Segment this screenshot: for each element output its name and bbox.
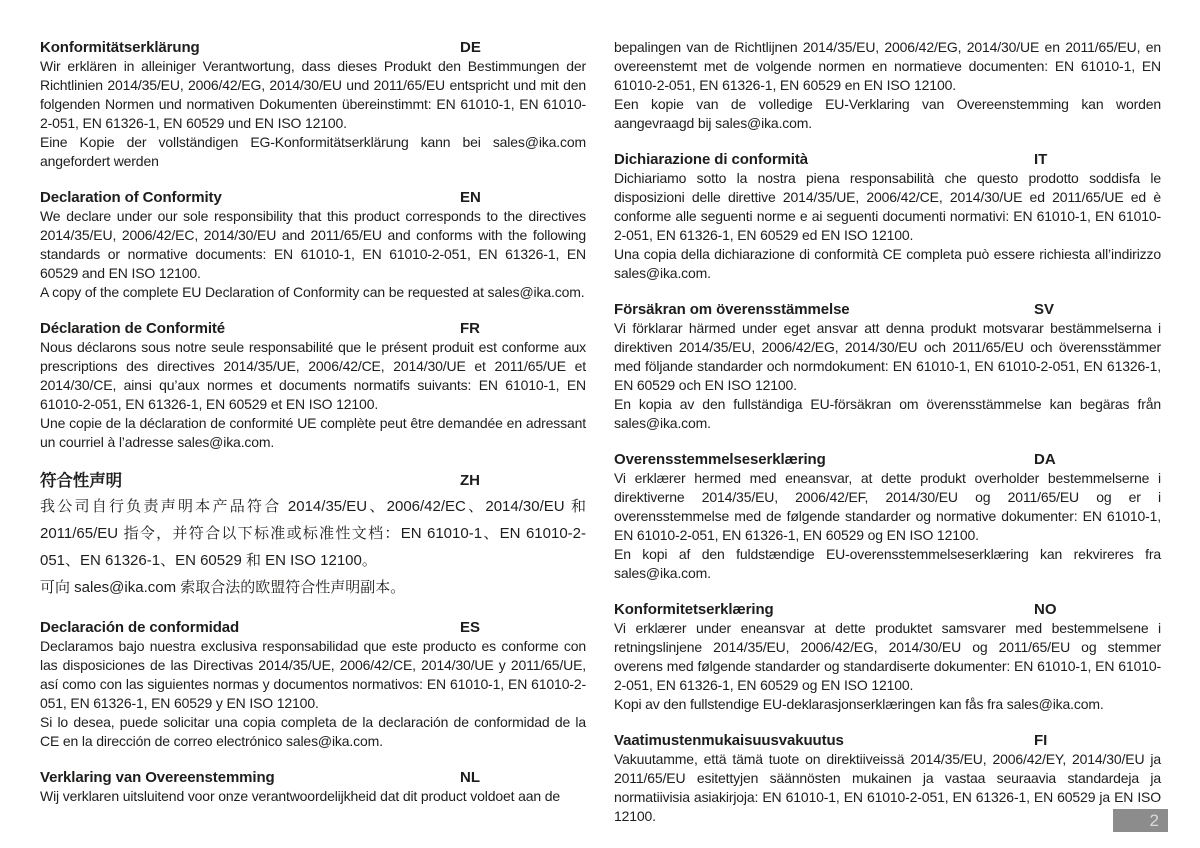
section-fi-paragraph: Vakuutamme, että tämä tuote on direktiiveissä 2014/35/EU, 2006/42/EY, 2014/30/EU ja 2011/65/EU esitettyjen säännösten mukainen ja vastaa seuraavia standardeja ja normatiivisia asiakirjoja: EN 61010-1, EN 61010-2-051, EN 61326-1, EN 60529 ja EN ISO 12100. xyxy=(614,751,1161,824)
section-en-paragraph: We declare under our sole responsibility that this product corresponds to the directives 2014/35/EU, 2006/42/EC, 2014/30/EU and 2011/65/EU and conforms with the following standards or normative documents: EN 61010-1, EN 61010-2-051, EN 61326-1, EN 60529 and EN ISO 12100. xyxy=(40,208,586,281)
left-column xyxy=(40,38,586,848)
section-en-heading xyxy=(40,188,586,207)
section-nl-paragraph: bepalingen van de Richtlijnen 2014/35/EU, 2006/42/EG, 2014/30/UE en 2011/65/EU, en overeenstemt met de volgende normen en normatieve documenten: EN 61010-1, EN 61010-2-051, EN 61326-1, EN 60529 en EN ISO 12100. xyxy=(614,39,1161,93)
section-zh xyxy=(40,469,586,601)
section-it-language-code: IT xyxy=(1034,151,1048,168)
section-da-title: Overensstemmelseserklæring xyxy=(614,451,826,468)
section-es xyxy=(40,618,586,751)
section-nl-paragraph: Een kopie van de volledige EU-Verklaring van Overeenstemming kan worden aangevraagd bij sales@ika.com. xyxy=(614,96,1161,131)
section-zh-paragraph: 可向 sales@ika.com 索取合法的欧盟符合性声明副本。 xyxy=(40,579,406,596)
section-fi-title: Vaatimustenmukaisuusvakuutus xyxy=(614,732,844,749)
section-it xyxy=(614,150,1161,283)
section-de-heading xyxy=(40,38,586,57)
section-fr xyxy=(40,319,586,452)
section-nl-language-code: NL xyxy=(460,769,480,786)
section-it-paragraph: Dichiariamo sotto la nostra piena responsabilità che questo prodotto soddisfa le disposizioni delle direttive 2014/35/UE, 2006/42/CE, 2014/30/UE ed 2011/65/UE ed è conforme alle seguenti norme e ai seguenti documenti normativi: EN 61010-1, EN 61010-2-051, EN 61326-1, EN 60529 ed EN ISO 12100. xyxy=(614,170,1161,243)
section-sv-language-code: SV xyxy=(1034,301,1055,318)
section-en xyxy=(40,188,586,302)
section-zh-paragraph: 我公司自行负责声明本产品符合 2014/35/EU、2006/42/EC、2014/30/EU 和 2011/65/EU 指令，并符合以下标准或标准性文档：EN 61010-1、EN 61010-2-051、EN 61326-1、EN 60529 和 EN ISO 12100。 xyxy=(40,498,586,569)
section-fr-language-code: FR xyxy=(460,320,480,337)
section-no xyxy=(614,600,1161,714)
section-no-title: Konformitetserklæring xyxy=(614,601,774,618)
section-zh-title: 符合性声明 xyxy=(40,472,123,490)
section-fi-language-code: FI xyxy=(1034,732,1048,749)
right-column xyxy=(614,38,1161,848)
section-fi xyxy=(614,731,1161,826)
section-fr-heading xyxy=(40,319,586,338)
section-fr-title: Déclaration de Conformité xyxy=(40,320,226,337)
section-da-heading xyxy=(614,450,1161,469)
section-fi-heading xyxy=(614,731,1161,750)
page-number-badge: 2 xyxy=(1113,809,1168,832)
section-nl-heading xyxy=(40,768,586,787)
section-es-paragraph: Si lo desea, puede solicitar una copia completa de la declaración de conformidad de la CE en la dirección de correo electrónico sales@ika.com. xyxy=(40,714,586,749)
section-es-paragraph: Declaramos bajo nuestra exclusiva responsabilidad que este producto es conforme con las disposiciones de las Directivas 2014/35/UE, 2006/42/CE, 2014/30/UE y 2011/65/UE, así como con las siguientes normas y documentos normativos: EN 61010-1, EN 61010-2-051, EN 61326-1, EN 60529 y EN ISO 12100. xyxy=(40,638,586,711)
section-sv-paragraph: Vi förklarar härmed under eget ansvar att denna produkt motsvarar bestämmelserna i direktiven 2014/35/EU, 2006/42/EG, 2014/30/EU och 2011/65/EU och överensstämmer med följande standarder och normdokument: EN 61010-1, EN 61010-2-051, EN 61326-1, EN 60529 och EN ISO 12100. xyxy=(614,320,1161,393)
section-en-title: Declaration of Conformity xyxy=(40,189,222,206)
section-de xyxy=(40,38,586,171)
section-sv xyxy=(614,300,1161,433)
section-da-paragraph: En kopi af den fuldstændige EU-overensstemmelseserklæring kan rekvireres fra sales@ika.com. xyxy=(614,546,1161,581)
section-nl-paragraph: Wij verklaren uitsluitend voor onze verantwoordelijkheid dat dit product voldoet aan de xyxy=(40,788,561,804)
section-de-language-code: DE xyxy=(460,39,481,56)
section-sv-heading xyxy=(614,300,1161,319)
section-zh-language-code: ZH xyxy=(460,472,480,489)
section-de-paragraph: Wir erklären in alleiniger Verantwortung, dass dieses Produkt den Bestimmungen der Richtlinien 2014/35/EU, 2006/42/EG, 2014/30/EU und 2011/65/EU entspricht und mit den folgenden Normen und normativen Dokumenten übereinstimmt: EN 61010-1, EN 61010-2-051, EN 61326-1, EN 60529 und EN ISO 12100. xyxy=(40,58,586,131)
section-da-language-code: DA xyxy=(1034,451,1056,468)
section-no-paragraph: Vi erklærer under eneansvar at dette produktet samsvarer med bestemmelsene i retningslinjene 2014/35/EU, 2006/42/EG, 2014/30/EU og 2011/65/EU og stemmer overens med følgende standarder og standardiserte dokumenter: EN 61010-1, EN 61010-2-051, EN 61326-1, EN 60529 og EN ISO 12100. xyxy=(614,620,1161,693)
section-fr-paragraph: Une copie de la déclaration de conformité UE complète peut être demandée en adressant un courriel à l’adresse sales@ika.com. xyxy=(40,415,586,450)
section-es-language-code: ES xyxy=(460,619,481,636)
section-no-heading xyxy=(614,600,1161,619)
section-da xyxy=(614,450,1161,583)
section-nl-title: Verklaring van Overeenstemming xyxy=(40,769,275,786)
section-no-language-code: NO xyxy=(1034,601,1057,618)
section-es-heading xyxy=(40,618,586,637)
section-zh-heading xyxy=(40,469,586,493)
section-de-title: Konformitätserklärung xyxy=(40,39,200,56)
section-it-heading xyxy=(614,150,1161,169)
section-nl xyxy=(40,768,586,806)
section-it-title: Dichiarazione di conformità xyxy=(614,151,808,168)
section-en-paragraph: A copy of the complete EU Declaration of Conformity can be requested at sales@ika.com. xyxy=(40,284,585,300)
section-it-paragraph: Una copia della dichiarazione di conformità CE completa può essere richiesta all’indirizzo sales@ika.com. xyxy=(614,246,1161,281)
section-de-paragraph: Eine Kopie der vollständigen EG-Konformitätserklärung kann bei sales@ika.com angefordert werden xyxy=(40,134,586,169)
section-nl-continued xyxy=(614,38,1161,133)
section-no-paragraph: Kopi av den fullstendige EU-deklarasjonserklæringen kan fås fra sales@ika.com. xyxy=(614,696,1104,712)
section-es-title: Declaración de conformidad xyxy=(40,619,240,636)
section-en-language-code: EN xyxy=(460,189,481,206)
section-sv-paragraph: En kopia av den fullständiga EU-försäkran om överensstämmelse kan begäras från sales@ika.com. xyxy=(614,396,1161,431)
section-sv-title: Försäkran om överensstämmelse xyxy=(614,301,850,318)
section-fr-paragraph: Nous déclarons sous notre seule responsabilité que le présent produit est conforme aux prescriptions des directives 2014/35/UE, 2006/42/CE, 2014/30/UE et 2011/65/UE et 2014/30/CE, ainsi qu’aux normes et documents normatifs suivants: EN 61010-1, EN 61010-2-051, EN 61326-1, EN 60529 et EN ISO 12100. xyxy=(40,339,586,412)
section-da-paragraph: Vi erklærer hermed med eneansvar, at dette produkt overholder bestemmelserne i direktiverne 2014/35/EU, 2006/42/EF, 2014/30/EU og 2011/65/EU og er i overensstemmelse med de følgende standarder og normative dokumenter: EN 61010-1, EN 61010-2-051, EN 61326-1, EN 60529 og EN ISO 12100. xyxy=(614,470,1161,543)
